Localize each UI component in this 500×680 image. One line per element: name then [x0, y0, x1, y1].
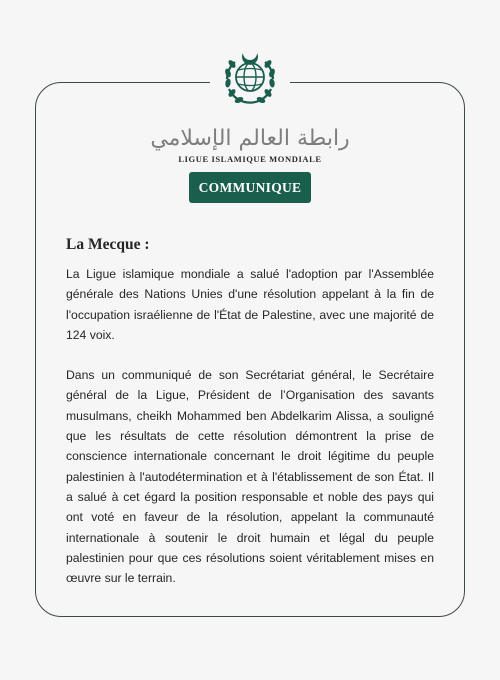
- location-heading: La Mecque :: [66, 236, 150, 253]
- paragraph-2: Dans un communiqué de son Secrétariat général, le Secrétaire général de la Ligue, Président de l’Organisation des savants musulmans, cheikh Mohammed ben Abdelkarim Alissa, a souligné que les résultats de cette résolution démontrent la prise de conscience internationale concernant le droit légitime du peuple palestinien à l'autodétermination et à l'établissement de son État. Il a salué à cet égard la position responsable et noble des pays qui ont voté en faveur de la résolution, appelant la communauté internationale à soutenir le droit humain et légal du peuple palestinien pour que ces résolutions soient véritablement mises en œuvre sur le terrain.: [66, 368, 434, 586]
- arabic-organization-name: رابطة العالم الإسلامي: [150, 126, 350, 151]
- emblem: [210, 40, 290, 120]
- paragraph-1: La Ligue islamique mondiale a salué l'adoption par l'Assemblée générale des Nations Unies d'une résolution appelant à la fin de l'occupation israélienne de l'État de Palestine, avec une majorité de 124 voix.: [66, 267, 434, 342]
- globe-crescent-wreath-icon: [219, 49, 281, 111]
- organization-name: LIGUE ISLAMIQUE MONDIALE: [178, 154, 322, 164]
- letterhead: [0, 40, 500, 203]
- communique-body: [66, 236, 434, 608]
- communique-badge: COMMUNIQUE: [189, 172, 312, 203]
